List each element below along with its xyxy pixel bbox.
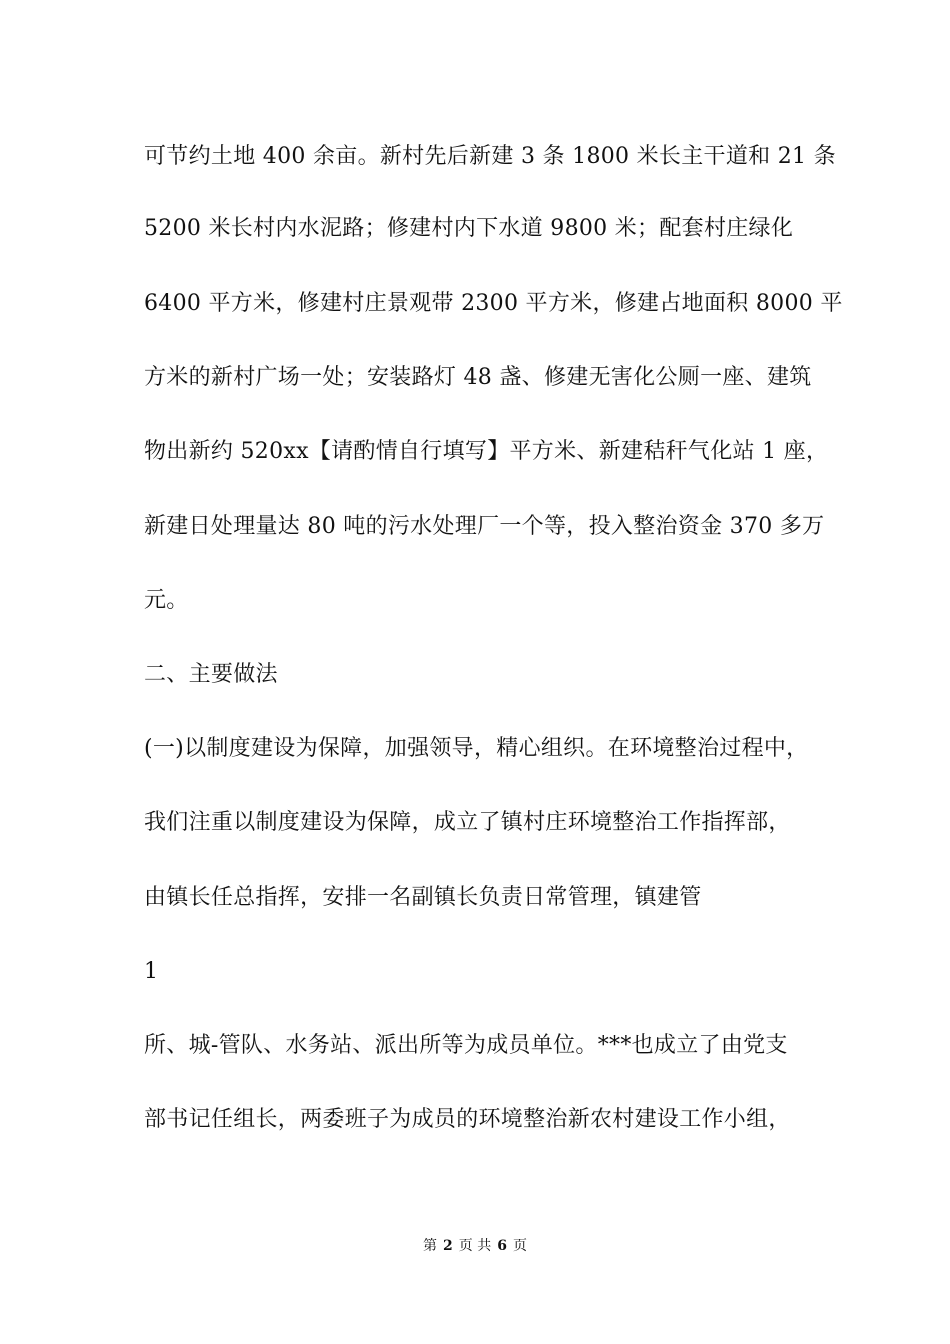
body-line-10: 我们注重以制度建设为保障，成立了镇村庄环境整治工作指挥部，	[144, 810, 791, 835]
page-footer	[0, 1236, 950, 1256]
footer-current-page: 2	[443, 1238, 453, 1254]
body-line-13: 所、城-管队、水务站、派出所等为成员单位。***也成立了由党支	[144, 1033, 788, 1058]
body-line-5: 物出新约 520xx【请酌情自行填写】平方米、新建秸秆气化站 1 座，	[144, 439, 829, 464]
section-heading: 二、主要做法	[144, 662, 278, 687]
footer-middle: 页 共	[458, 1238, 492, 1254]
body-line-4: 方米的新村广场一处；安装路灯 48 盏、修建无害化公厕一座、建筑	[144, 365, 812, 390]
footer-prefix: 第	[423, 1238, 438, 1254]
footer-suffix: 页	[512, 1238, 527, 1254]
body-line-7: 元。	[144, 588, 189, 613]
body-line-2: 5200 米长村内水泥路；修建村内下水道 9800 米；配套村庄绿化	[144, 216, 794, 241]
body-line-9: (一)以制度建设为保障，加强领导，精心组织。在环境整治过程中，	[144, 736, 809, 761]
footer-total-pages: 6	[497, 1238, 507, 1254]
body-line-3: 6400 平方米，修建村庄景观带 2300 平方米，修建占地面积 8000 平	[144, 291, 843, 316]
body-line-6: 新建日处理量达 80 吨的污水处理厂一个等，投入整治资金 370 多万	[144, 514, 825, 539]
body-line-14: 部书记任组长，两委班子为成员的环境整治新农村建设工作小组，	[144, 1107, 791, 1132]
inline-page-marker: 1	[144, 959, 159, 984]
body-line-11: 由镇长任总指挥，安排一名副镇长负责日常管理，镇建管	[144, 885, 702, 910]
body-line-1: 可节约土地 400 余亩。新村先后新建 3 条 1800 米长主干道和 21 条	[144, 144, 836, 169]
